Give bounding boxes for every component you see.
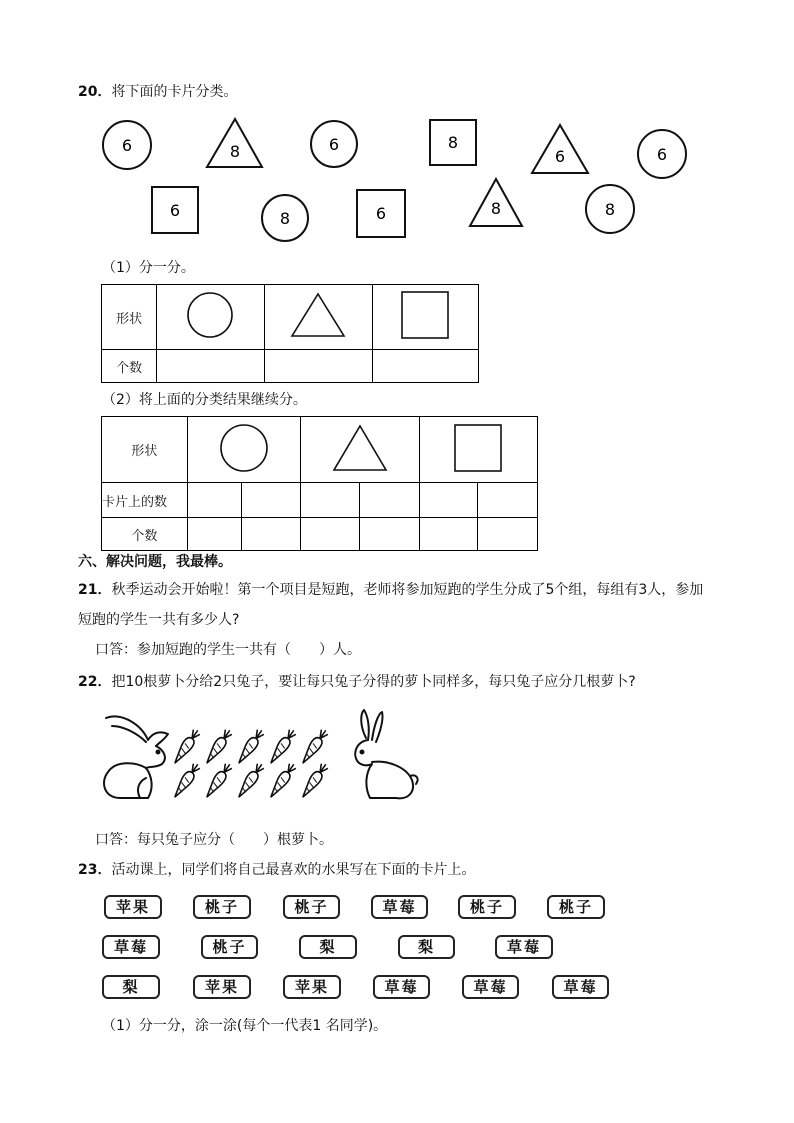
fruit-card: 苹果 (193, 975, 251, 999)
card-circle (638, 130, 686, 178)
table2-count-label: 个数 (102, 518, 188, 551)
carrot-icon (203, 761, 234, 799)
answer-cell[interactable] (372, 350, 478, 383)
fruit-card: 草莓 (373, 975, 430, 999)
table2-triangle-cell (300, 417, 419, 483)
rabbit-icon (355, 710, 417, 798)
carrot-icon (235, 761, 266, 799)
answer-cell[interactable] (300, 483, 360, 518)
card-circle (586, 185, 634, 233)
fruit-card: 桃子 (283, 895, 340, 919)
fruit-card: 苹果 (104, 895, 162, 919)
carrot-icon (267, 761, 298, 799)
fruit-card: 草莓 (495, 935, 553, 959)
q20-part2: （2）将上面的分类结果继续分。 (102, 392, 307, 408)
table1-triangle-cell (264, 285, 372, 350)
table2-circle-cell (187, 417, 300, 483)
square-icon (400, 290, 450, 340)
carrot-icon (299, 727, 330, 765)
fruit-card: 草莓 (102, 935, 160, 959)
triangle-icon (288, 290, 348, 340)
fruit-card: 草莓 (552, 975, 609, 999)
carrot-icon (171, 761, 202, 799)
card-number: 6 (656, 145, 668, 164)
q21-number: 21． (78, 582, 112, 598)
answer-cell[interactable] (419, 483, 478, 518)
fruit-card: 桃子 (201, 935, 258, 959)
q23-line (78, 860, 475, 880)
card-circle (311, 121, 357, 167)
rabbits-carrots-illustration (96, 706, 426, 806)
q23-part1: （1）分一分，涂一涂(每个一代表1 名同学)。 (102, 1018, 388, 1034)
fruit-card: 梨 (398, 935, 455, 959)
classification-table-2 (101, 416, 538, 551)
card-number: 6 (121, 136, 133, 155)
card-number: 6 (554, 147, 566, 166)
answer-cell[interactable] (360, 518, 420, 551)
q22-answer: 口答：每只兔子应分（ ）根萝卜。 (95, 832, 333, 848)
q23-number: 23． (78, 862, 112, 878)
carrot-icon (171, 727, 202, 765)
card-triangle (207, 119, 262, 167)
q22-line (78, 672, 636, 692)
answer-cell[interactable] (478, 518, 538, 551)
carrots (171, 727, 330, 799)
card-number: 8 (229, 142, 241, 161)
card-number: 6 (328, 135, 340, 154)
triangle-icon (330, 422, 390, 474)
q21-line2: 短跑的学生一共有多少人? (78, 612, 240, 628)
classification-table-1 (101, 284, 479, 383)
table1-count-label: 个数 (102, 350, 157, 383)
carrot-icon (203, 727, 234, 765)
table1-square-cell (372, 285, 478, 350)
card-number: 8 (604, 200, 616, 219)
answer-cell[interactable] (242, 518, 301, 551)
fruit-card: 草莓 (462, 975, 519, 999)
q21-answer: 口答：参加短跑的学生一共有（ ）人。 (95, 642, 361, 658)
card-triangle (470, 179, 522, 226)
rabbit-icon (104, 716, 168, 798)
answer-cell[interactable] (157, 350, 264, 383)
card-number: 8 (279, 209, 291, 228)
q23-text: 活动课上，同学们将自己最喜欢的水果写在下面的卡片上。 (111, 862, 476, 878)
q22-text: 把10根萝卜分给2只兔子，要让每只兔子分得的萝卜同样多，每只兔子应分几根萝卜? (111, 674, 636, 690)
q21-text: 秋季运动会开始啦！第一个项目是短跑，老师将参加短跑的学生分成了5个组，每组有3人，参加 (111, 582, 704, 598)
card-circle (262, 195, 308, 241)
card-number: 6 (169, 201, 181, 220)
answer-cell[interactable] (419, 518, 478, 551)
circle-icon (218, 422, 270, 474)
fruit-card: 桃子 (458, 895, 516, 919)
table2-square-cell (419, 417, 537, 483)
answer-cell[interactable] (264, 350, 372, 383)
answer-cell[interactable] (242, 483, 301, 518)
fruit-card: 桃子 (547, 895, 605, 919)
card-square (152, 187, 198, 233)
answer-cell[interactable] (187, 518, 242, 551)
card-triangle (532, 125, 588, 173)
carrot-icon (299, 761, 330, 799)
answer-cell[interactable] (300, 518, 360, 551)
q20-part1: （1）分一分。 (102, 260, 195, 276)
card-number: 8 (447, 133, 459, 152)
card-number: 6 (375, 204, 387, 223)
fruit-card: 草莓 (371, 895, 428, 919)
card-circle (103, 121, 151, 169)
q22-number: 22． (78, 674, 112, 690)
carrot-icon (267, 727, 298, 765)
circle-icon (185, 290, 235, 340)
q20-cards (0, 0, 794, 260)
answer-cell[interactable] (187, 483, 242, 518)
table2-number-label: 卡片上的数 (102, 483, 188, 518)
fruit-card: 梨 (299, 935, 357, 959)
square-icon (452, 422, 504, 474)
answer-cell[interactable] (360, 483, 420, 518)
table1-shape-label: 形状 (102, 285, 157, 350)
table2-shape-label: 形状 (102, 417, 188, 483)
table1-circle-cell (157, 285, 264, 350)
card-number: 8 (490, 199, 502, 218)
q20-text: 将下面的卡片分类。 (111, 84, 238, 100)
fruit-card: 苹果 (283, 975, 341, 999)
q21-line1 (78, 580, 703, 600)
card-square (430, 120, 476, 165)
fruit-card: 桃子 (193, 895, 251, 919)
q20-number: 20． (78, 84, 112, 100)
carrot-icon (235, 727, 266, 765)
fruit-card: 梨 (102, 975, 160, 999)
card-square (357, 190, 405, 237)
section-title: 六、解决问题，我最棒。 (78, 554, 232, 570)
answer-cell[interactable] (478, 483, 538, 518)
